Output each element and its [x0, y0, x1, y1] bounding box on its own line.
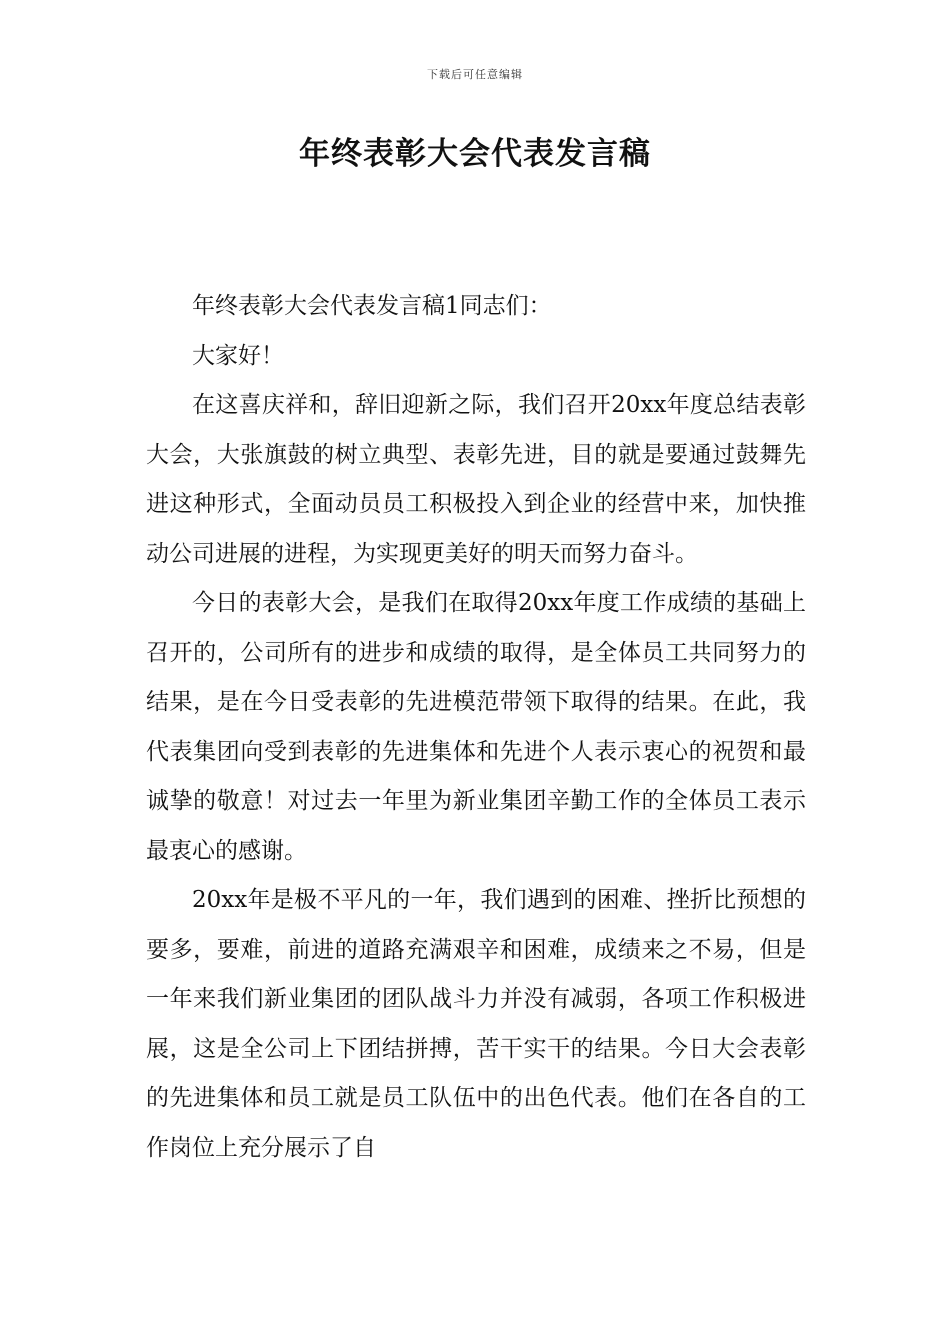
paragraph-year-review: 20xx年是极不平凡的一年，我们遇到的困难、挫折比预想的要多，要难，前进的道路充满艰辛和困难，成绩来之不易，但是一年来我们新业集团的团队战斗力并没有减弱，各项工作积极进展，这是全公司上下团结拼搏，苦干实干的结果。今日大会表彰的先进集体和员工就是员工队伍中的出色代表。他们在各自的工作岗位上充分展示了自: [146, 887, 806, 1161]
header-note: 下载后可任意编辑: [427, 68, 523, 81]
paragraph-achievements: 今日的表彰大会，是我们在取得20xx年度工作成绩的基础上召开的，公司所有的进步和成绩的取得，是全体员工共同努力的结果，是在今日受表彰的先进模范带领下取得的结果。在此，我代表集团向受到表彰的先进集体和先进个人表示衷心的祝贺和最诚挚的敬意！对过去一年里为新业集团辛勤工作的全体员工表示最衷心的感谢。: [146, 590, 806, 864]
document-title: 年终表彰大会代表发言稿: [299, 136, 651, 172]
paragraph-opening: 在这喜庆祥和，辞旧迎新之际，我们召开20xx年度总结表彰大会，大张旗鼓的树立典型、表彰先进，目的就是要通过鼓舞先进这种形式，全面动员员工积极投入到企业的经营中来，加快推动公司进展的进程，为实现更美好的明天而努力奋斗。: [146, 392, 806, 567]
document-body: [146, 282, 806, 1173]
paragraph-greeting-line: 年终表彰大会代表发言稿1同志们：: [192, 293, 552, 319]
paragraph-salutation: 大家好！: [192, 342, 284, 369]
